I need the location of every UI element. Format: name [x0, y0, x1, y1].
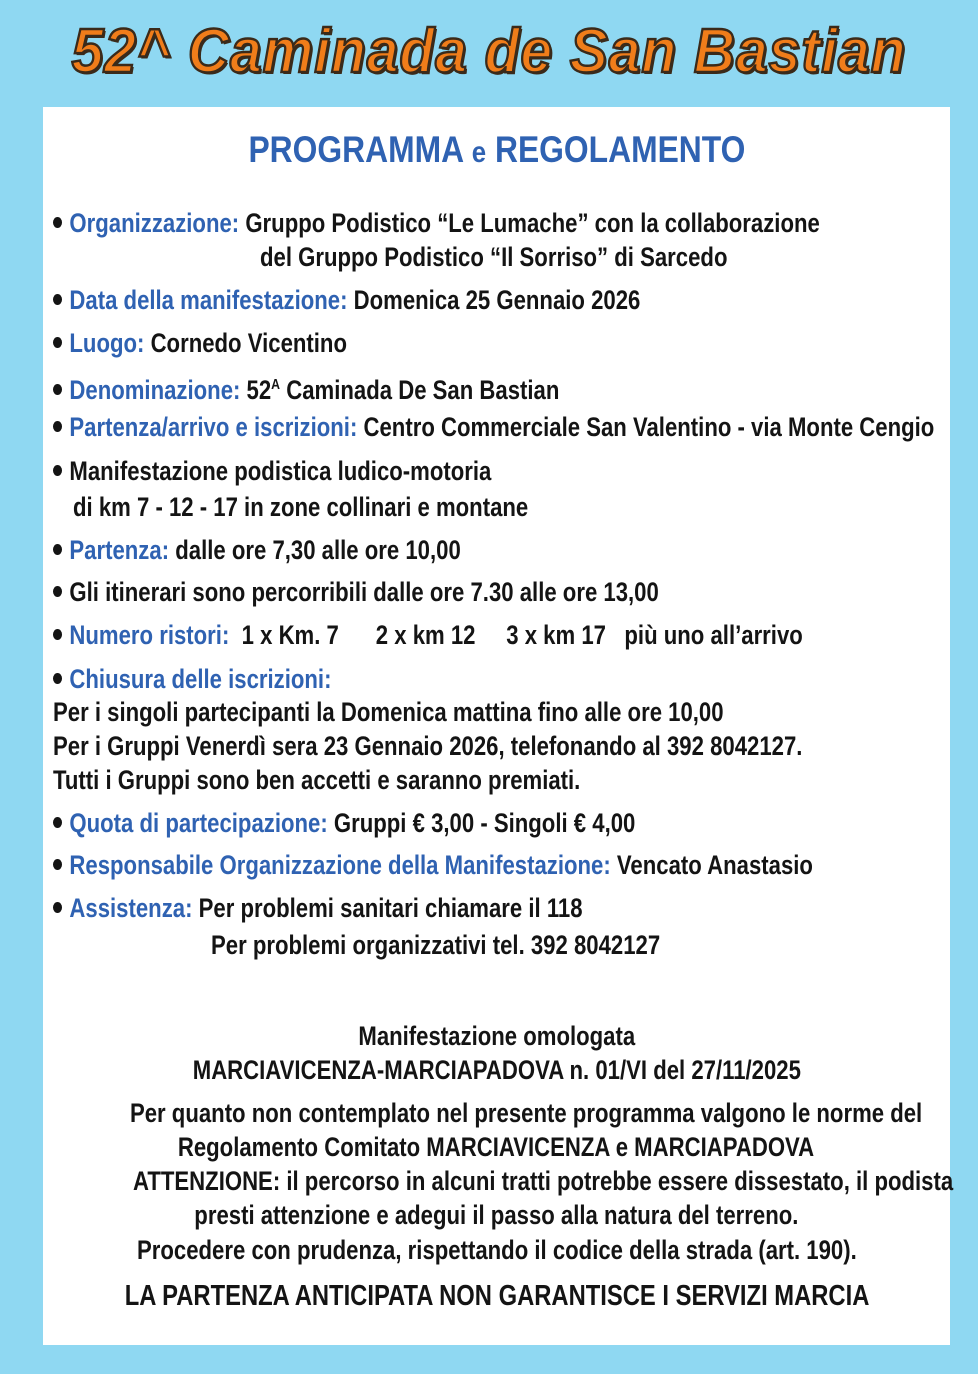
attenzione-line2 — [43, 1198, 950, 1232]
item-manifestazione — [53, 454, 491, 488]
value: Centro Commerciale San Valentino - via Monte Cengio — [363, 412, 935, 442]
item-itinerari — [53, 575, 659, 609]
bullet-icon — [53, 544, 62, 555]
item-partenza — [53, 533, 461, 567]
ristori-7km: 1 x Km. 7 — [241, 620, 339, 650]
label: Responsabile Organizzazione della Manifestazione: — [69, 850, 611, 880]
item-assistenza — [53, 891, 583, 925]
bullet-icon — [53, 384, 62, 395]
item-luogo — [53, 326, 347, 360]
label: Data della manifestazione: — [69, 285, 348, 315]
value: Per problemi sanitari chiamare il 118 — [198, 893, 583, 923]
value: Cornedo Vicentino — [150, 328, 347, 358]
chiusura-singoli: Per i singoli partecipanti la Domenica mattina fino alle ore 10,00 — [53, 697, 724, 727]
omologata-text: Manifestazione omologata — [358, 1021, 635, 1051]
heading-regolamento: REGOLAMENTO — [494, 129, 745, 170]
label: Numero ristori: — [69, 620, 230, 650]
bullet-icon — [53, 586, 62, 597]
label: Luogo: — [69, 328, 145, 358]
heading-conjunction: e — [471, 136, 486, 169]
item-denominazione — [53, 368, 559, 407]
norme-line1 — [43, 1096, 950, 1130]
norme-text-1: Per quanto non contemplato nel presente programma valgono le norme del — [129, 1098, 923, 1128]
value: Manifestazione podistica ludico-motoria — [69, 456, 492, 486]
ristori-arrivo: più uno all’arrivo — [624, 620, 803, 650]
label: Denominazione: — [69, 375, 241, 405]
prudenza-line — [43, 1233, 950, 1267]
value: Gruppo Podistico “Le Lumache” con la collaborazione — [245, 208, 820, 238]
bullet-icon — [53, 294, 62, 305]
heading-programma: PROGRAMMA — [248, 129, 463, 170]
item-organizzazione — [53, 206, 820, 240]
bullet-icon — [53, 817, 62, 828]
bullet-icon — [53, 465, 62, 476]
edition-superscript: A — [271, 376, 281, 393]
omologazione-number — [43, 1053, 950, 1087]
value: Gruppi € 3,00 - Singoli € 4,00 — [333, 808, 636, 838]
omologazione-text: MARCIAVICENZA-MARCIAPADOVA n. 01/VI del 27/11/2025 — [192, 1055, 801, 1085]
item-manifestazione-line2: di km 7 - 12 - 17 in zone collinari e montane — [73, 492, 529, 522]
bullet-icon — [53, 217, 62, 228]
value: Domenica 25 Gennaio 2026 — [353, 285, 641, 315]
chiusura-gruppi: Per i Gruppi Venerdì sera 23 Gennaio 2026, telefonando al 392 8042127. — [53, 731, 803, 761]
label: Quota di partecipazione: — [69, 808, 328, 838]
bullet-icon — [53, 902, 62, 913]
item-assistenza-line2: Per problemi organizzativi tel. 392 8042127 — [211, 930, 661, 960]
edition-number: 52 — [246, 375, 272, 405]
bullet-icon — [53, 337, 62, 348]
bullet-icon — [53, 859, 62, 870]
attenzione-line1 — [43, 1164, 954, 1198]
bullet-icon — [53, 673, 62, 684]
item-ristori — [53, 618, 803, 652]
avviso-partenza-anticipata — [43, 1279, 950, 1313]
item-organizzazione-line2: del Gruppo Podistico “Il Sorriso” di Sarcedo — [260, 242, 728, 272]
label: Chiusura delle iscrizioni: — [69, 664, 332, 694]
value: dalle ore 7,30 alle ore 10,00 — [175, 535, 461, 565]
item-partenza-arrivo — [53, 410, 934, 444]
chiusura-premiati: Tutti i Gruppi sono ben accetti e saranno premiati. — [53, 765, 581, 795]
attenzione-text-1: ATTENZIONE: il percorso in alcuni tratti potrebbe essere dissestato, il podista — [133, 1166, 954, 1196]
event-title: 52^ Caminada de San Bastian — [71, 17, 907, 86]
label: Assistenza: — [69, 893, 193, 923]
omologata-label — [43, 1019, 950, 1053]
value: Gli itinerari sono percorribili dalle ore 7.30 alle ore 13,00 — [69, 577, 659, 607]
norme-line2 — [43, 1130, 950, 1164]
label: Organizzazione: — [69, 208, 240, 238]
avviso-text: LA PARTENZA ANTICIPATA NON GARANTISCE I SERVIZI MARCIA — [124, 1280, 870, 1312]
ristori-12km: 2 x km 12 — [375, 620, 476, 650]
item-responsabile — [53, 848, 813, 882]
attenzione-text-2: presti attenzione e adegui il passo alla natura del terreno. — [194, 1200, 799, 1230]
item-quota — [53, 806, 635, 840]
ristori-17km: 3 x km 17 — [506, 620, 606, 650]
value: Vencato Anastasio — [616, 850, 813, 880]
norme-text-2: Regolamento Comitato MARCIAVICENZA e MARCIAPADOVA — [178, 1132, 815, 1162]
value: Caminada De San Bastian — [286, 375, 560, 405]
section-heading — [43, 128, 950, 175]
label: Partenza: — [69, 535, 170, 565]
label: Partenza/arrivo e iscrizioni: — [69, 412, 358, 442]
bullet-icon — [53, 629, 62, 640]
prudenza-text: Procedere con prudenza, rispettando il codice della strada (art. 190). — [136, 1235, 857, 1265]
item-chiusura — [53, 662, 331, 696]
item-data — [53, 283, 640, 317]
bullet-icon — [53, 421, 62, 432]
